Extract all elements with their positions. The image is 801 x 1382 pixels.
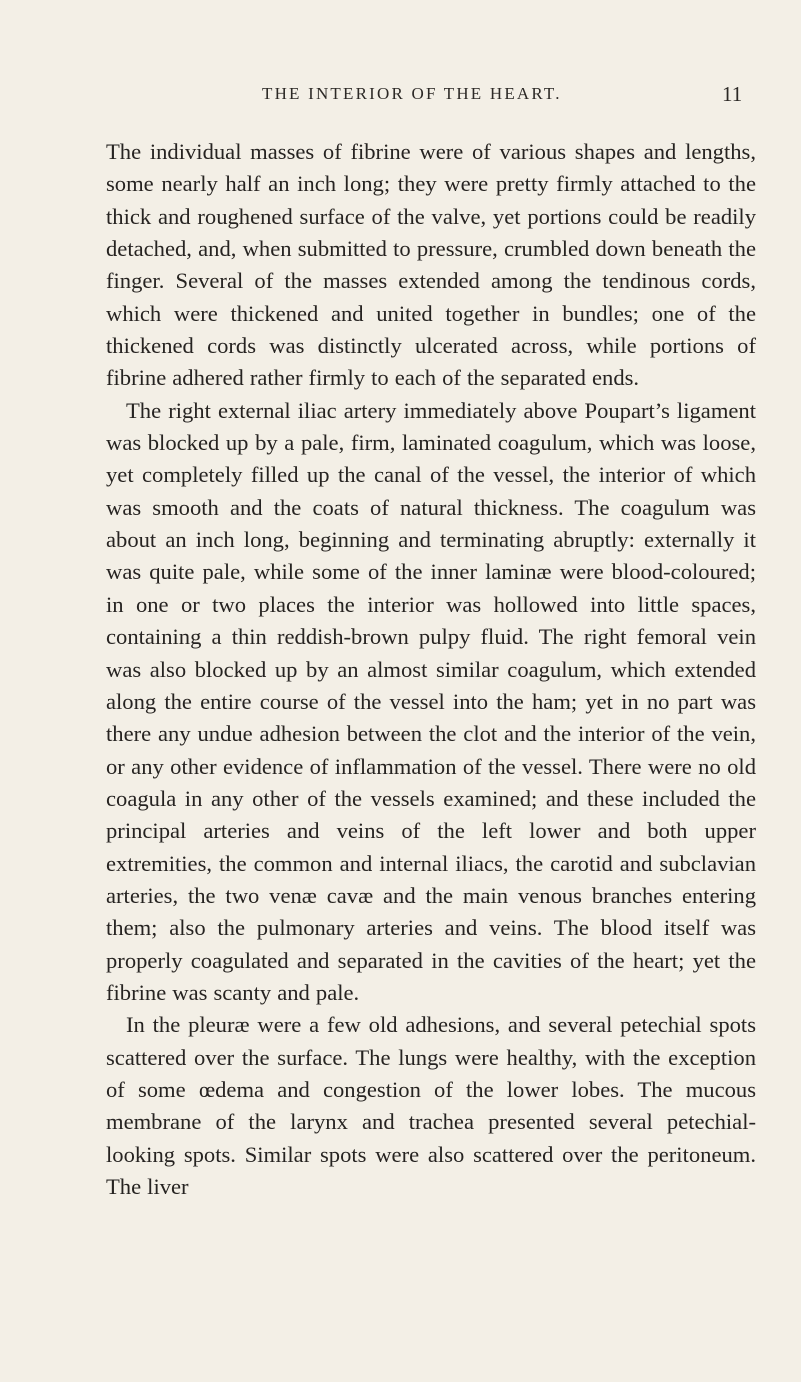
running-title: THE INTERIOR OF THE HEART. — [262, 84, 562, 103]
paragraph-pleurae: In the pleuræ were a few old adhesions, and several petechial spots scattered over the surface. The lungs were healthy, with the exception of some œdema and congestion of the lower lobes. The mucous membrane of the larynx and trachea presented several petechial-looking spots. Similar spots were also scattered over the peritoneum. The liver — [106, 1012, 756, 1199]
paragraph-iliac-artery: The right external iliac artery immediately above Poupart’s ligament was blocked up by a pale, firm, laminated coagulum, which was loose, yet completely filled up the canal of the vessel, the interior of which was smooth and the coats of natural thickness. The coagulum was about an inch long, beginning and terminating abruptly: externally it was quite pale, while some of the inner laminæ were blood-coloured; in one or two places the interior was hollowed into little spaces, containing a thin reddish-brown pulpy fluid. The right femoral vein was also blocked up by an almost similar coagulum, which extended along the entire course of the vessel into the ham; yet in no part was there any undue adhesion between the clot and the interior of the vein, or any other evidence of inflammation of the vessel. There were no old coagula in any other of the vessels examined; and these included the principal arteries and veins of the left lower and both upper extremities, the common and internal iliacs, the carotid and subclavian arteries, the two venæ cavæ and the main venous branches entering them; also the pulmonary arteries and veins. The blood itself was properly coagulated and separated in the cavities of the heart; yet the fibrine was scanty and pale. — [106, 397, 756, 1005]
paragraph-fibrine-masses: The individual masses of fibrine were of various shapes and lengths, some nearly half an inch long; they were pretty firmly attached to the thick and roughened surface of the valve, yet portions could be readily detached, and, when submitted to pressure, crumbled down beneath the finger. Several of the masses extended among the tendinous cords, which were thickened and united together in bundles; one of the thickened cords was distinctly ulcerated across, while portions of fibrine adhered rather firmly to each of the separated ends. — [106, 139, 756, 391]
body-text — [106, 136, 756, 1203]
page-number: 11 — [722, 82, 743, 106]
running-head — [0, 84, 801, 108]
